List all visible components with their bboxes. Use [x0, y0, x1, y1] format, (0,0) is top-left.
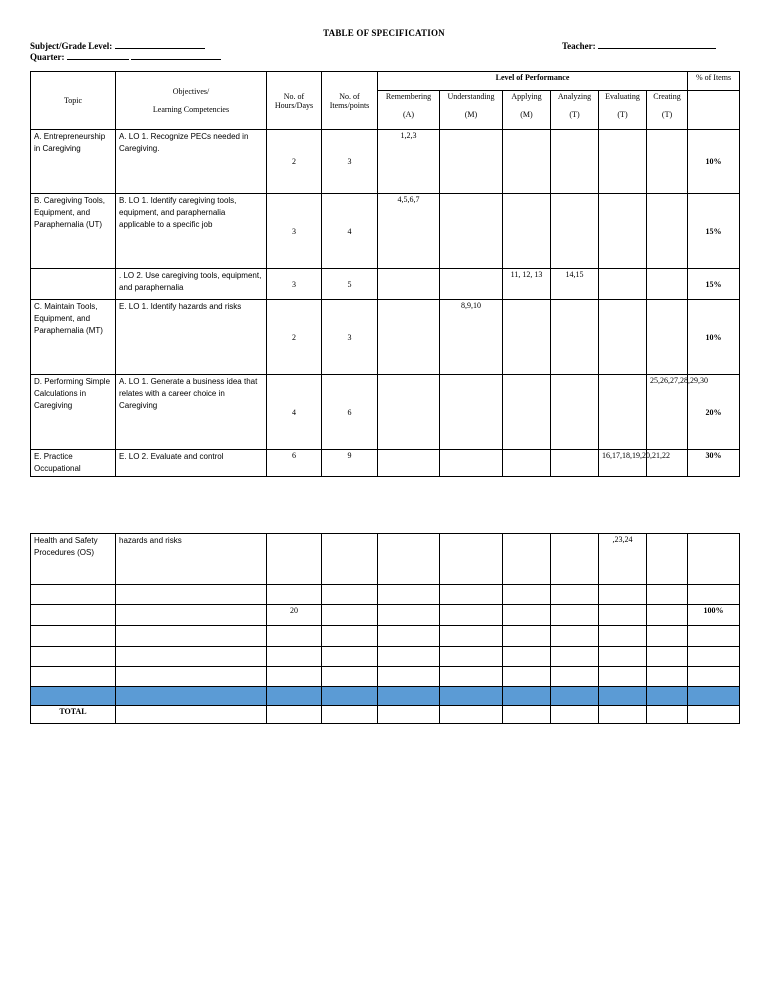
creating-cell: 25,26,27,28,29,30 — [647, 375, 688, 450]
teacher-blank[interactable] — [598, 40, 716, 49]
understanding-header: Understanding (M) — [440, 91, 503, 130]
creating-cell — [647, 534, 688, 585]
summary-row — [31, 605, 740, 626]
applying-cell — [503, 375, 551, 450]
subject-blank[interactable] — [115, 40, 205, 49]
table-row — [31, 626, 740, 647]
understanding-cell — [440, 194, 503, 269]
items-cell: 4 — [322, 194, 378, 269]
analyzing-cell — [551, 194, 599, 269]
evaluating-cell — [599, 130, 647, 194]
topic-cell — [31, 269, 116, 300]
understanding-cell — [440, 534, 503, 585]
table-row — [31, 194, 740, 269]
specification-table — [30, 71, 740, 477]
table-row — [31, 585, 740, 605]
header-row-1 — [31, 72, 740, 91]
hours-cell — [267, 534, 322, 585]
analyzing-cell: 14,15 — [551, 269, 599, 300]
hours-cell: 3 — [267, 194, 322, 269]
topic-cell: B. Caregiving Tools, Equipment, and Paraphernalia (UT) — [31, 194, 116, 269]
percent-items-header: % of Items — [688, 72, 740, 91]
understanding-cell — [440, 450, 503, 477]
analyzing-cell — [551, 300, 599, 375]
quarter-blank-1[interactable] — [67, 51, 129, 60]
creating-cell — [647, 300, 688, 375]
topic-cell: A. Entrepreneurship in Caregiving — [31, 130, 116, 194]
table-row — [31, 647, 740, 667]
remembering-header: Remembering (A) — [378, 91, 440, 130]
percent-cell: 15% — [688, 194, 740, 269]
creating-header: Creating (T) — [647, 91, 688, 130]
remembering-cell — [378, 450, 440, 477]
items-cell: 6 — [322, 375, 378, 450]
applying-cell — [503, 450, 551, 477]
percent-cell: 20% — [688, 375, 740, 450]
table-row — [31, 375, 740, 450]
applying-header: Applying (M) — [503, 91, 551, 130]
subject-grade-field — [30, 40, 205, 51]
table-row — [31, 534, 740, 585]
percent-cell — [688, 534, 740, 585]
analyzing-header: Analyzing (T) — [551, 91, 599, 130]
percent-cell: 10% — [688, 300, 740, 375]
quarter-field — [30, 51, 221, 62]
percent-items-subheader — [688, 91, 740, 130]
topic-cell: Health and Safety Procedures (OS) — [31, 534, 116, 585]
hours-cell: 4 — [267, 375, 322, 450]
analyzing-cell — [551, 450, 599, 477]
evaluating-cell — [599, 300, 647, 375]
evaluating-cell — [599, 194, 647, 269]
remembering-cell — [378, 375, 440, 450]
understanding-cell — [440, 269, 503, 300]
applying-cell — [503, 194, 551, 269]
items-cell: 3 — [322, 130, 378, 194]
evaluating-cell: ,23,24 — [599, 534, 647, 585]
understanding-cell — [440, 130, 503, 194]
items-cell: 3 — [322, 300, 378, 375]
evaluating-cell: 16,17,18,19,20,21,22 — [599, 450, 647, 477]
table-row — [31, 450, 740, 477]
analyzing-cell — [551, 375, 599, 450]
items-cell: 5 — [322, 269, 378, 300]
applying-cell — [503, 534, 551, 585]
objective-cell: E. LO 2. Evaluate and control — [116, 450, 267, 477]
subject-label: Subject/Grade Level: — [30, 41, 113, 51]
quarter-label: Quarter: — [30, 52, 65, 62]
remembering-cell — [378, 300, 440, 375]
hours-cell: 2 — [267, 300, 322, 375]
table-row — [31, 269, 740, 300]
items-cell: 9 — [322, 450, 378, 477]
objectives-header: Objectives/ Learning Competencies — [116, 72, 267, 130]
analyzing-cell — [551, 130, 599, 194]
hours-cell: 6 — [267, 450, 322, 477]
hours-cell: 2 — [267, 130, 322, 194]
percent-cell: 10% — [688, 130, 740, 194]
objective-cell: B. LO 1. Identify caregiving tools, equipment, and paraphernalia applicable to a specific job — [116, 194, 267, 269]
topic-header: Topic — [31, 72, 116, 130]
objective-cell: A. LO 1. Recognize PECs needed in Caregiving. — [116, 130, 267, 194]
table-row — [31, 300, 740, 375]
objective-cell: E. LO 1. Identify hazards and risks — [116, 300, 267, 375]
total-row — [31, 706, 740, 724]
remembering-cell — [378, 269, 440, 300]
topic-cell: C. Maintain Tools, Equipment, and Paraphernalia (MT) — [31, 300, 116, 375]
topic-cell: D. Performing Simple Calculations in Caregiving — [31, 375, 116, 450]
objective-cell: hazards and risks — [116, 534, 267, 585]
hours-header: No. of Hours/Days — [267, 72, 322, 130]
percent-total-cell: 100% — [688, 605, 740, 626]
understanding-cell — [440, 375, 503, 450]
applying-cell — [503, 300, 551, 375]
evaluating-header: Evaluating (T) — [599, 91, 647, 130]
percent-cell: 15% — [688, 269, 740, 300]
creating-cell — [647, 269, 688, 300]
analyzing-cell — [551, 534, 599, 585]
items-cell — [322, 534, 378, 585]
level-of-performance-header: Level of Performance — [378, 72, 688, 91]
creating-cell — [647, 194, 688, 269]
quarter-blank-2[interactable] — [131, 51, 221, 60]
applying-cell: 11, 12, 13 — [503, 269, 551, 300]
objective-cell: A. LO 1. Generate a business idea that relates with a career choice in Caregiving — [116, 375, 267, 450]
objective-cell: . LO 2. Use caregiving tools, equipment, and paraphernalia — [116, 269, 267, 300]
applying-cell — [503, 130, 551, 194]
remembering-cell: 4,5,6,7 — [378, 194, 440, 269]
topic-cell: E. Practice Occupational — [31, 450, 116, 477]
hours-cell: 3 — [267, 269, 322, 300]
evaluating-cell — [599, 269, 647, 300]
remembering-cell: 1,2,3 — [378, 130, 440, 194]
creating-cell — [647, 130, 688, 194]
remembering-cell — [378, 534, 440, 585]
table-row — [31, 130, 740, 194]
evaluating-cell — [599, 375, 647, 450]
hours-total-cell: 20 — [267, 605, 322, 626]
items-header: No. of Items/points — [322, 72, 378, 130]
specification-table-continued — [30, 533, 740, 724]
understanding-cell: 8,9,10 — [440, 300, 503, 375]
teacher-field — [562, 40, 716, 51]
page-title: TABLE OF SPECIFICATION — [323, 28, 445, 38]
teacher-label: Teacher: — [562, 41, 596, 51]
highlight-row — [31, 687, 740, 706]
percent-cell: 30% — [688, 450, 740, 477]
table-row — [31, 667, 740, 687]
total-label: TOTAL — [31, 706, 116, 724]
